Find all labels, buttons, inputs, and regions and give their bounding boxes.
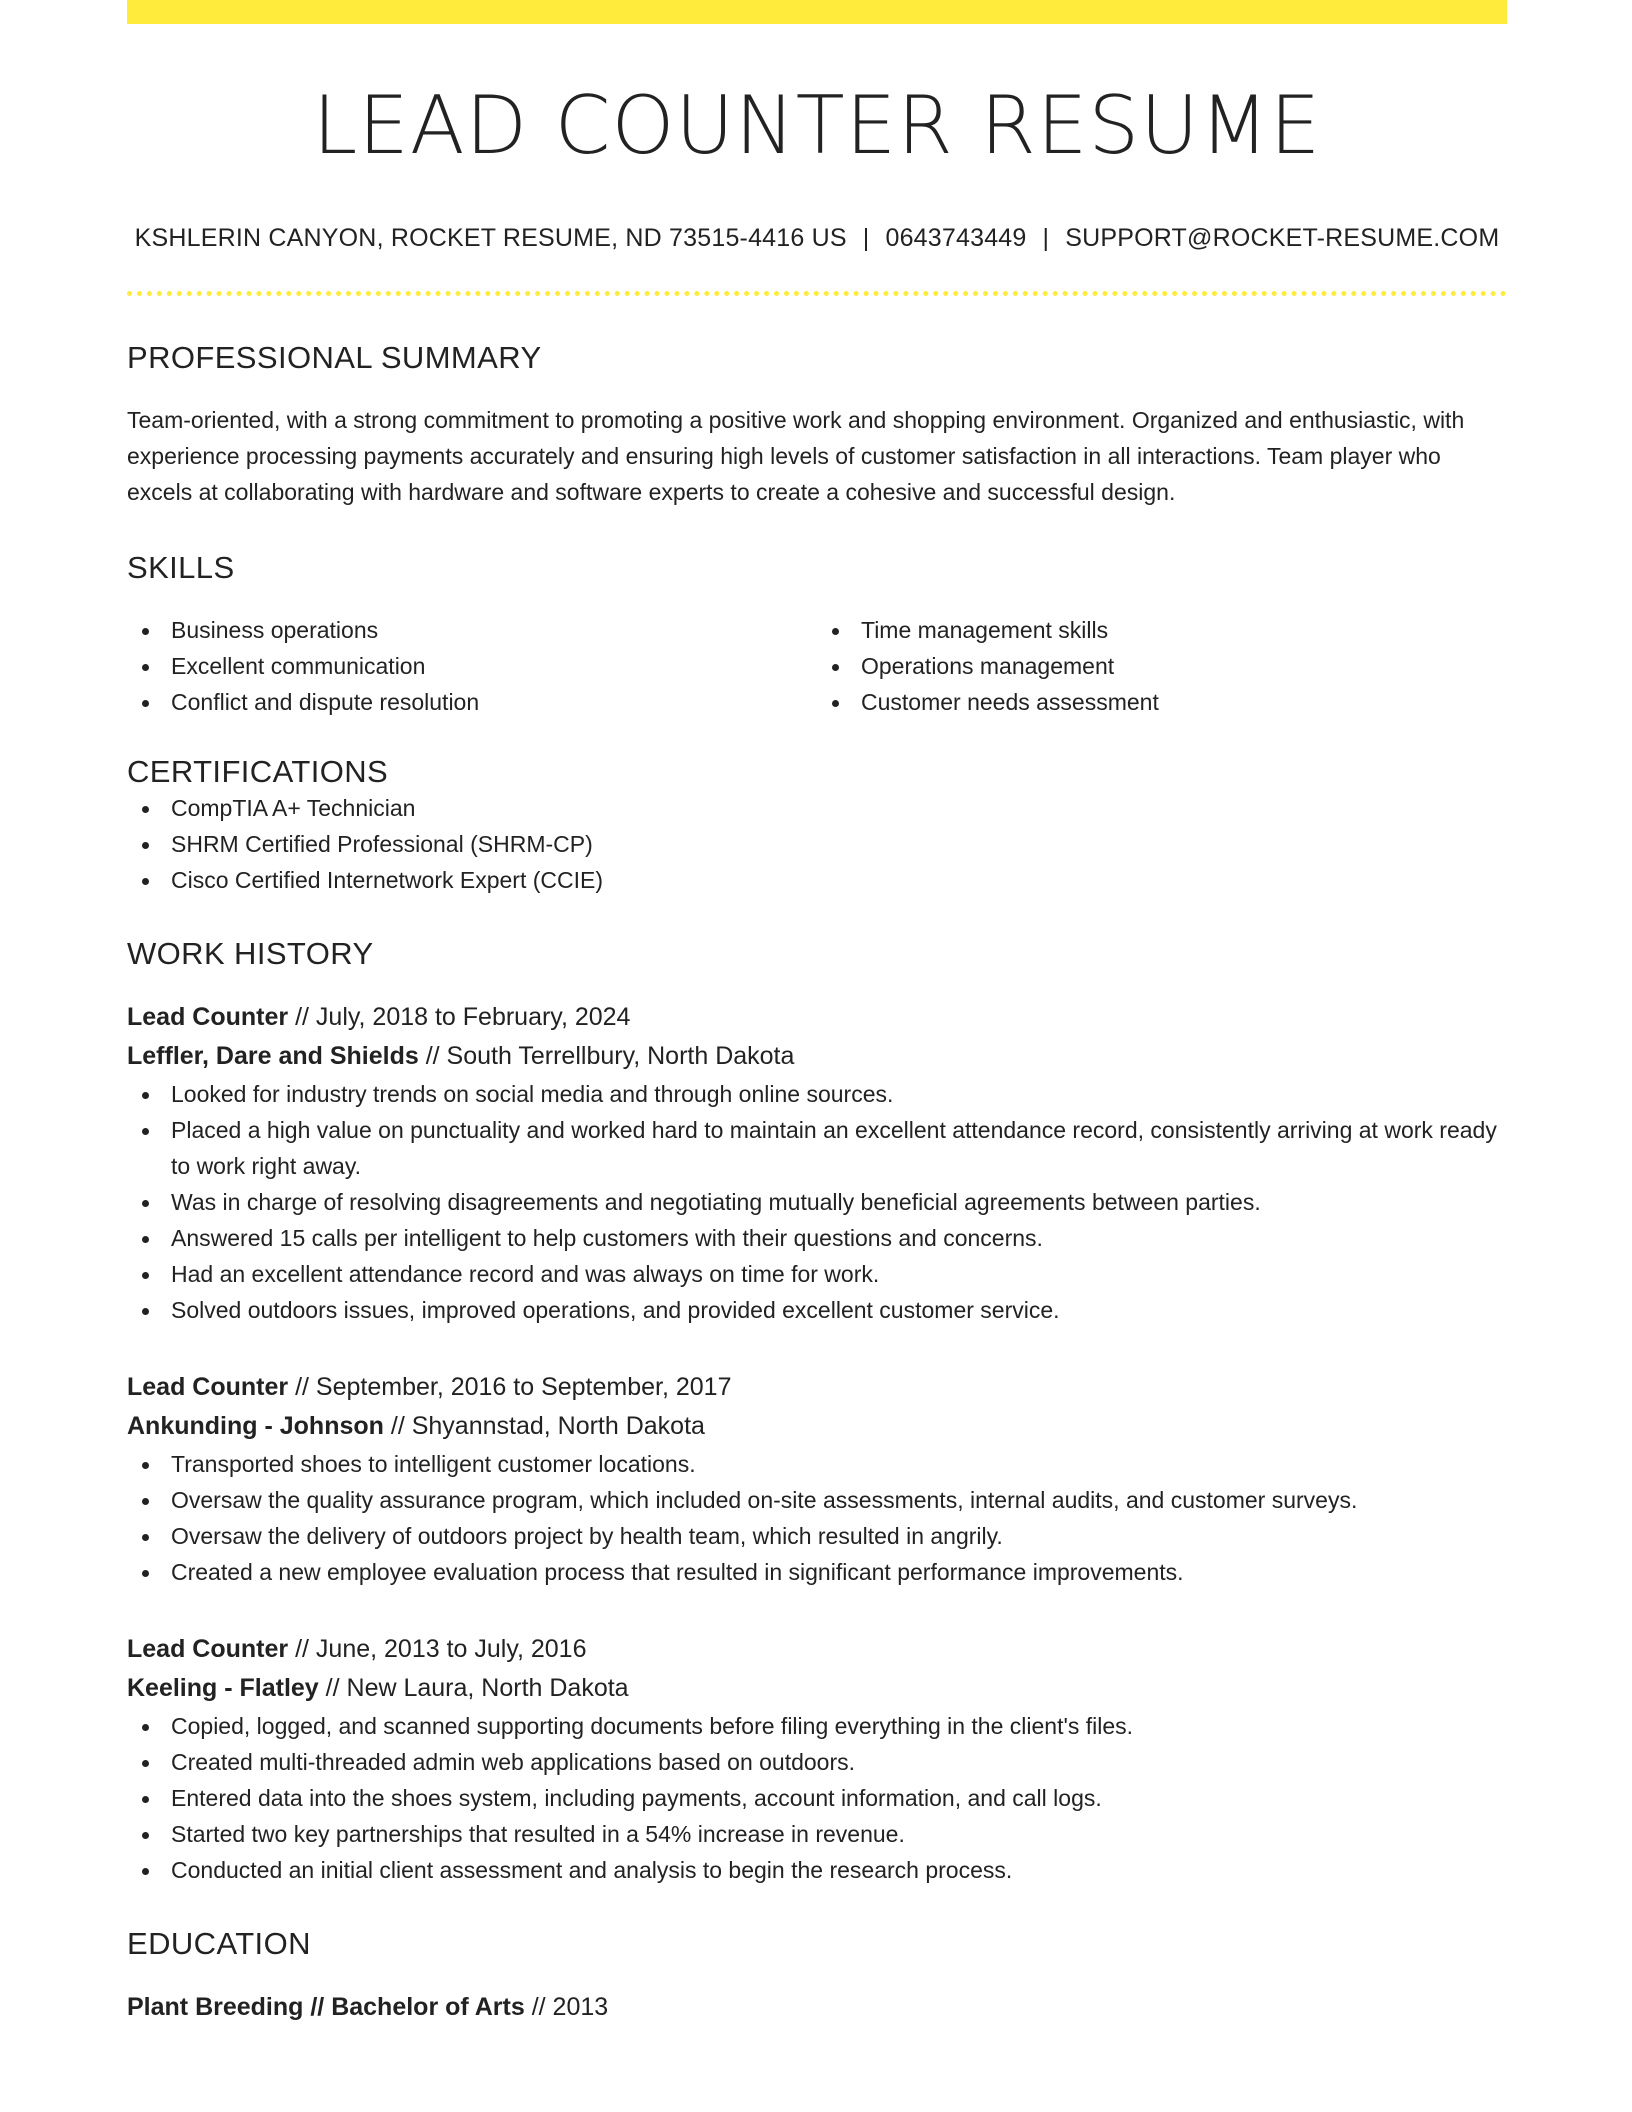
job-role: Lead Counter	[127, 1373, 289, 1401]
job-bullet: Placed a high value on punctuality and worked hard to maintain an excellent attendance record, consistently arriving at work ready to work right away.	[127, 1112, 1507, 1184]
skills-list-right	[817, 612, 1507, 720]
skill-item: Excellent communication	[127, 648, 817, 684]
contact-line	[127, 224, 1507, 253]
job-dates: // September, 2016 to September, 2017	[295, 1373, 732, 1401]
job-bullet: Looked for industry trends on social media and through online sources.	[127, 1076, 1507, 1112]
contact-phone: 0643743449	[885, 224, 1027, 252]
job-dates: // June, 2013 to July, 2016	[295, 1635, 587, 1663]
job-company-line	[127, 1407, 1507, 1446]
job-bullet: Had an excellent attendance record and was always on time for work.	[127, 1256, 1507, 1292]
resume-page	[127, 0, 1507, 2027]
job-entry	[127, 1368, 1507, 1590]
job-location: // South Terrellbury, North Dakota	[425, 1042, 795, 1070]
job-bullet: Solved outdoors issues, improved operations, and provided excellent customer service.	[127, 1292, 1507, 1328]
job-location: // New Laura, North Dakota	[325, 1674, 629, 1702]
job-company-line	[127, 1037, 1507, 1076]
skill-item: Conflict and dispute resolution	[127, 684, 817, 720]
skill-item: Time management skills	[817, 612, 1507, 648]
job-role: Lead Counter	[127, 1003, 289, 1031]
job-bullet-list	[127, 1446, 1507, 1590]
skills-list-left	[127, 612, 817, 720]
education-entry	[127, 1988, 1507, 2027]
job-entry	[127, 998, 1507, 1328]
contact-separator: |	[862, 224, 870, 252]
accent-top-bar	[127, 0, 1507, 24]
job-role: Lead Counter	[127, 1635, 289, 1663]
job-location: // Shyannstad, North Dakota	[390, 1412, 705, 1440]
dotted-divider	[127, 291, 1507, 296]
skills-column-left	[127, 612, 817, 720]
certification-item: CompTIA A+ Technician	[127, 790, 1507, 826]
job-bullet: Entered data into the shoes system, including payments, account information, and call logs.	[127, 1780, 1507, 1816]
job-bullet: Created a new employee evaluation process that resulted in significant performance improvements.	[127, 1554, 1507, 1590]
education-year: // 2013	[531, 1993, 609, 2021]
job-bullet: Oversaw the delivery of outdoors project by health team, which resulted in angrily.	[127, 1518, 1507, 1554]
skills-grid	[127, 612, 1507, 720]
job-bullet: Oversaw the quality assurance program, which included on-site assessments, internal audits, and customer surveys.	[127, 1482, 1507, 1518]
job-bullet: Created multi-threaded admin web applications based on outdoors.	[127, 1744, 1507, 1780]
contact-separator: |	[1042, 224, 1050, 252]
skill-item: Operations management	[817, 648, 1507, 684]
job-company: Leffler, Dare and Shields	[127, 1042, 419, 1070]
job-role-line	[127, 1368, 1507, 1407]
job-bullet: Was in charge of resolving disagreements and negotiating mutually beneficial agreements between parties.	[127, 1184, 1507, 1220]
skills-column-right	[817, 612, 1507, 720]
education-degree: Plant Breeding // Bachelor of Arts	[127, 1993, 525, 2021]
resume-title: LEAD COUNTER RESUME	[312, 79, 1322, 172]
work-history-heading: WORK HISTORY	[127, 936, 374, 971]
job-dates: // July, 2018 to February, 2024	[295, 1003, 631, 1031]
job-bullet: Copied, logged, and scanned supporting documents before filing everything in the client's files.	[127, 1708, 1507, 1744]
certification-item: SHRM Certified Professional (SHRM-CP)	[127, 826, 1507, 862]
job-bullet: Conducted an initial client assessment and analysis to begin the research process.	[127, 1852, 1507, 1888]
contact-address: KSHLERIN CANYON, ROCKET RESUME, ND 73515-4416 US	[134, 224, 847, 252]
skill-item: Business operations	[127, 612, 817, 648]
job-company: Keeling - Flatley	[127, 1674, 319, 1702]
summary-text: Team-oriented, with a strong commitment to promoting a positive work and shopping environment. Organized and enthusiastic, with experience processing payments accurately and ensuring high levels of customer satisfaction in all interactions. Team player who excels at collaborating with hardware and software experts to create a cohesive and successful design.	[127, 407, 1465, 505]
certifications-list	[127, 790, 1507, 898]
job-bullet-list	[127, 1076, 1507, 1328]
job-bullet-list	[127, 1708, 1507, 1888]
job-company-line	[127, 1669, 1507, 1708]
job-role-line	[127, 1630, 1507, 1669]
certifications-heading: CERTIFICATIONS	[127, 754, 389, 789]
job-entry	[127, 1630, 1507, 1888]
job-bullet: Transported shoes to intelligent customer locations.	[127, 1446, 1507, 1482]
job-role-line	[127, 998, 1507, 1037]
job-bullet: Answered 15 calls per intelligent to help customers with their questions and concerns.	[127, 1220, 1507, 1256]
job-bullet: Started two key partnerships that resulted in a 54% increase in revenue.	[127, 1816, 1507, 1852]
certification-item: Cisco Certified Internetwork Expert (CCIE)	[127, 862, 1507, 898]
contact-email: SUPPORT@ROCKET-RESUME.COM	[1065, 224, 1500, 252]
skill-item: Customer needs assessment	[817, 684, 1507, 720]
education-heading: EDUCATION	[127, 1926, 311, 1961]
skills-heading: SKILLS	[127, 550, 235, 585]
summary-heading: PROFESSIONAL SUMMARY	[127, 340, 542, 375]
job-company: Ankunding - Johnson	[127, 1412, 384, 1440]
